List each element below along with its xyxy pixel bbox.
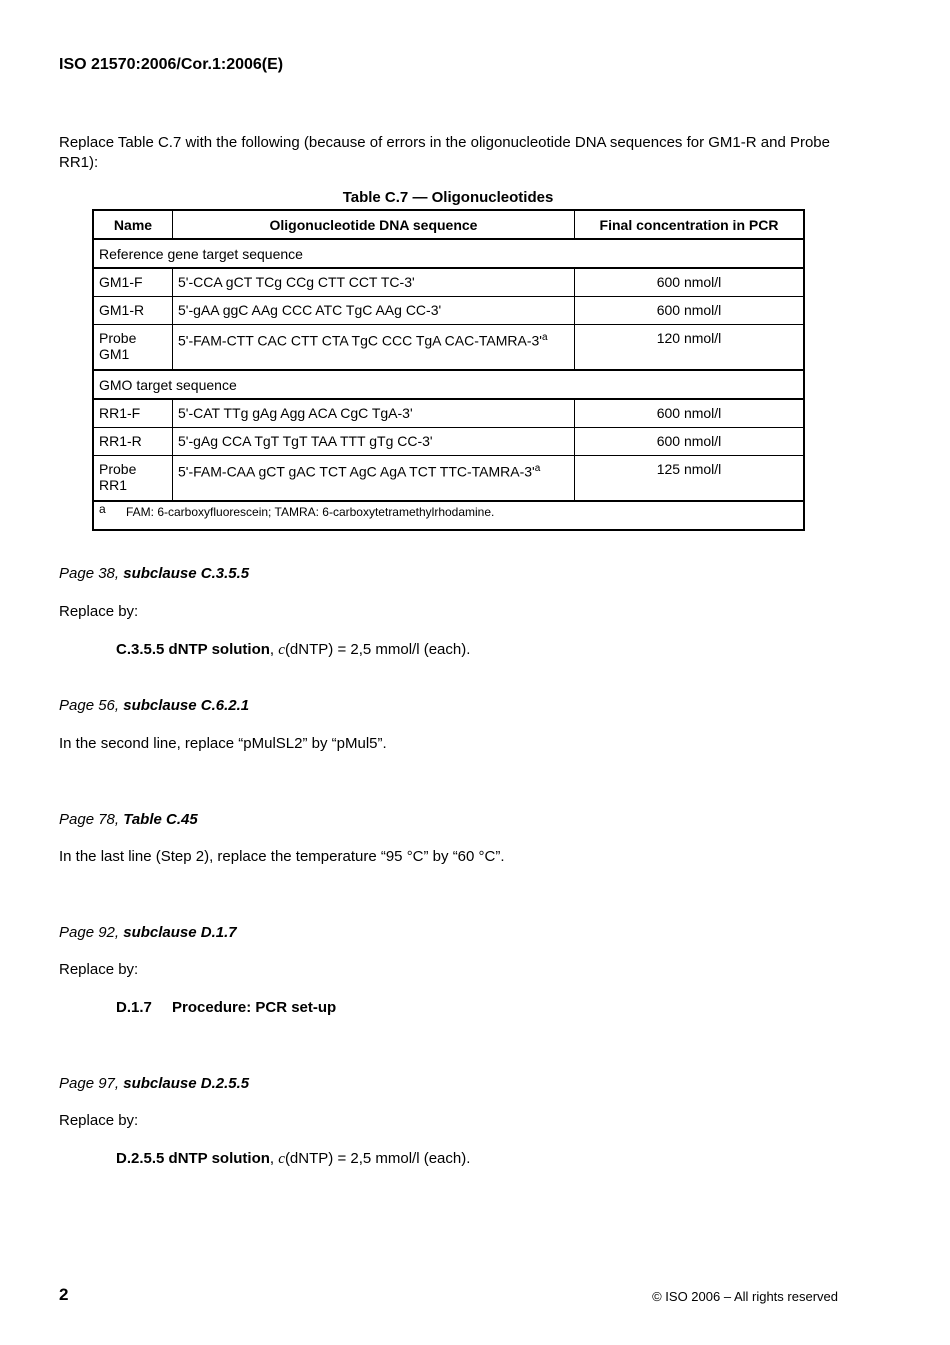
instruction-c355: Replace by: — [59, 603, 139, 620]
sequence-text: 5'-CCA gCT TCg CCg CTT CCT TC-3' — [178, 274, 415, 290]
instruction-d17: Replace by: — [59, 961, 139, 978]
page-reference-c621 — [59, 697, 249, 714]
cell-name: RR1-F — [93, 399, 173, 428]
cell-concentration: 600 nmol/l — [575, 399, 805, 428]
table-title: Table C.7 — Oligonucleotides — [342, 189, 554, 206]
instruction-c621: In the second line, replace “pMulSL2” by “pMul5”. — [59, 735, 387, 752]
separator: , — [114, 811, 124, 828]
cell-concentration: 125 nmol/l — [575, 456, 805, 502]
page-reference-c355 — [59, 565, 249, 582]
instruction-d255: Replace by: — [59, 1112, 139, 1129]
document-header: ISO 21570:2006/Cor.1:2006(E) — [59, 56, 284, 73]
cell-sequence — [173, 428, 575, 456]
replacement-heading: D.2.5.5 dNTP solution — [116, 1150, 270, 1167]
column-header-sequence: Oligonucleotide DNA sequence — [173, 210, 575, 239]
page-label: Page 38 — [59, 565, 115, 582]
sequence-text: 5'-FAM-CAA gCT gAC TCT AgC AgA TCT TTC-TAMRA-3' — [178, 463, 535, 480]
cell-name: GM1-F — [93, 268, 173, 297]
footnote-reference: a — [541, 332, 548, 343]
symbol: c — [278, 642, 285, 658]
section-row-gmo — [93, 370, 804, 399]
table-row — [93, 428, 804, 456]
section-label: GMO target sequence — [93, 370, 804, 399]
replacement-d255 — [116, 1150, 470, 1168]
symbol: c — [278, 1151, 285, 1167]
clause-label: subclause D.2.5.5 — [123, 1075, 250, 1092]
table-row — [93, 297, 804, 325]
cell-sequence — [173, 325, 575, 371]
page-reference-d255 — [59, 1075, 249, 1092]
replacement-c355 — [116, 641, 470, 659]
table-row — [93, 456, 804, 502]
page-label: Page 78 — [59, 811, 115, 828]
clause-number: D.1.7 — [116, 999, 152, 1016]
oligonucleotides-table — [92, 209, 805, 531]
instruction-c45: In the last line (Step 2), replace the temperature “95 °C” by “60 °C”. — [59, 848, 505, 865]
cell-sequence — [173, 456, 575, 502]
copyright-notice: © ISO 2006 – All rights reserved — [652, 1289, 838, 1304]
clause-title: Procedure: PCR set-up — [172, 999, 337, 1016]
page-reference-c45 — [59, 811, 198, 828]
sequence-text: 5'-gAg CCA TgT TgT TAA TTT gTg CC-3' — [178, 433, 433, 449]
separator: , — [114, 1075, 124, 1092]
table-row — [93, 268, 804, 297]
section-label: Reference gene target sequence — [93, 239, 804, 268]
column-header-concentration: Final concentration in PCR — [575, 210, 805, 239]
footnote-text: FAM: 6-carboxyfluorescein; TAMRA: 6-carboxytetramethylrhodamine. — [126, 505, 495, 519]
sequence-text: 5'-CAT TTg gAg Agg ACA CgC TgA-3' — [178, 405, 413, 421]
table-header-row — [93, 210, 804, 239]
page-reference-d17 — [59, 924, 237, 941]
cell-concentration: 600 nmol/l — [575, 268, 805, 297]
cell-concentration: 600 nmol/l — [575, 297, 805, 325]
column-header-name: Name — [93, 210, 173, 239]
clause-label: Table C.45 — [123, 811, 198, 828]
table-row — [93, 325, 804, 371]
sequence-text: 5'-FAM-CTT CAC CTT CTA TgC CCC TgA CAC-TAMRA-3' — [178, 332, 542, 349]
table-footnote — [93, 501, 804, 530]
clause-label: subclause D.1.7 — [123, 924, 237, 941]
footnote-reference: a — [534, 463, 541, 474]
cell-concentration: 600 nmol/l — [575, 428, 805, 456]
cell-name: GM1-R — [93, 297, 173, 325]
separator: , — [269, 1150, 279, 1167]
replacement-text: (dNTP) = 2,5 mmol/l (each). — [284, 641, 471, 658]
page-label: Page 97 — [59, 1075, 115, 1092]
clause-label: subclause C.3.5.5 — [123, 565, 250, 582]
cell-name: RR1-R — [93, 428, 173, 456]
cell-name: Probe RR1 — [93, 456, 173, 502]
cell-sequence — [173, 268, 575, 297]
footnote-mark: a — [99, 502, 106, 516]
cell-name: Probe GM1 — [93, 325, 173, 371]
replacement-d17 — [116, 999, 336, 1016]
replacement-heading: C.3.5.5 dNTP solution — [116, 641, 270, 658]
table-row — [93, 399, 804, 428]
section-row-reference — [93, 239, 804, 268]
clause-label: subclause C.6.2.1 — [123, 697, 250, 714]
table-footnote-row — [93, 501, 804, 530]
sequence-text: 5'-gAA ggC AAg CCC ATC TgC AAg CC-3' — [178, 302, 442, 318]
page-label: Page 92 — [59, 924, 115, 941]
cell-concentration: 120 nmol/l — [575, 325, 805, 371]
cell-sequence — [173, 297, 575, 325]
separator: , — [114, 565, 124, 582]
cell-sequence — [173, 399, 575, 428]
intro-paragraph: Replace Table C.7 with the following (because of errors in the oligonucleotide DNA sequences for GM1-R and Probe RR1): — [59, 134, 830, 171]
replacement-text: (dNTP) = 2,5 mmol/l (each). — [284, 1150, 471, 1167]
page-label: Page 56 — [59, 697, 115, 714]
separator: , — [114, 697, 124, 714]
separator: , — [114, 924, 124, 941]
separator: , — [269, 641, 279, 658]
page-number: 2 — [59, 1285, 69, 1304]
